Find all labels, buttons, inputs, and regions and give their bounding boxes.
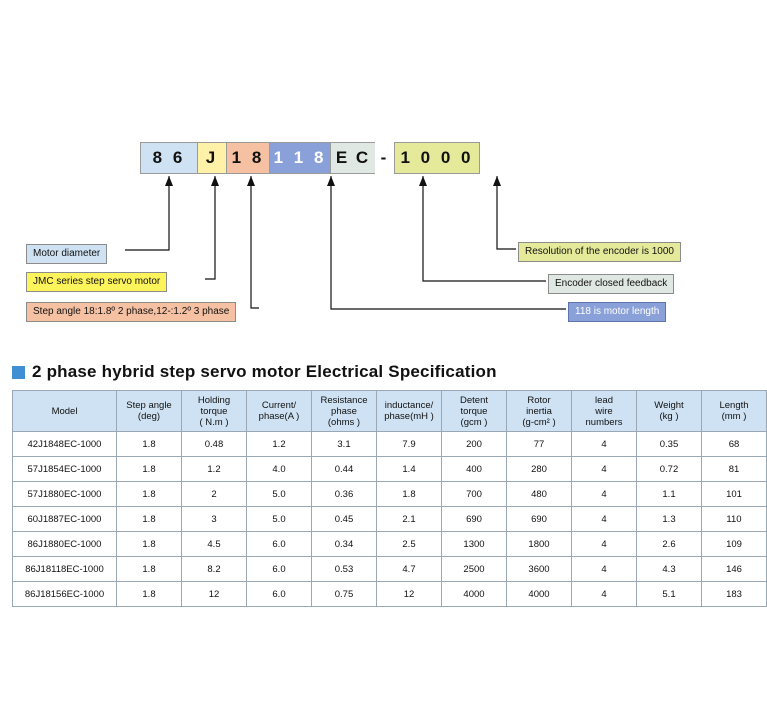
code-resolution: 1 0 0 0	[394, 142, 480, 174]
cell-value: 110	[702, 507, 767, 532]
cell-value: 0.34	[312, 532, 377, 557]
cell-value: 12	[377, 582, 442, 607]
cell-value: 1.8	[117, 482, 182, 507]
table-row	[13, 557, 767, 582]
cell-model: 86J18156EC-1000	[13, 582, 117, 607]
table-row	[13, 582, 767, 607]
column-header: Detent torque (gcm )	[442, 391, 507, 432]
cell-value: 0.75	[312, 582, 377, 607]
table-header-row	[13, 391, 767, 432]
cell-value: 183	[702, 582, 767, 607]
cell-value: 1.8	[117, 532, 182, 557]
column-header: Model	[13, 391, 117, 432]
label-resolution: Resolution of the encoder is 1000	[518, 242, 681, 262]
cell-value: 4.3	[637, 557, 702, 582]
cell-value: 6.0	[247, 582, 312, 607]
cell-value: 2.1	[377, 507, 442, 532]
table-row	[13, 507, 767, 532]
cell-value: 5.0	[247, 507, 312, 532]
cell-value: 1.8	[117, 507, 182, 532]
cell-value: 1.8	[117, 457, 182, 482]
column-header: lead wire numbers	[572, 391, 637, 432]
cell-model: 60J1887EC-1000	[13, 507, 117, 532]
cell-value: 690	[507, 507, 572, 532]
label-step-angle: Step angle 18:1.8º 2 phase,12-:1.2º 3 phase	[26, 302, 236, 322]
cell-value: 3	[182, 507, 247, 532]
cell-value: 4	[572, 482, 637, 507]
column-header: Step angle (deg)	[117, 391, 182, 432]
column-header: Length (mm )	[702, 391, 767, 432]
section-title: 2 phase hybrid step servo motor Electrical Specification	[32, 362, 497, 381]
part-number-diagram	[0, 0, 721, 355]
cell-value: 700	[442, 482, 507, 507]
cell-value: 4.5	[182, 532, 247, 557]
column-header: Weight (kg )	[637, 391, 702, 432]
part-number-code	[140, 142, 479, 174]
cell-value: 4	[572, 457, 637, 482]
code-encoder-feedback: E C	[330, 142, 376, 174]
label-encoder: Encoder closed feedback	[548, 274, 674, 294]
table-row	[13, 457, 767, 482]
code-motor-diameter: 8 6	[140, 142, 198, 174]
cell-value: 1.8	[117, 582, 182, 607]
cell-value: 400	[442, 457, 507, 482]
cell-value: 480	[507, 482, 572, 507]
column-header: Holding torque ( N.m )	[182, 391, 247, 432]
cell-value: 2	[182, 482, 247, 507]
cell-value: 81	[702, 457, 767, 482]
cell-value: 2.6	[637, 532, 702, 557]
code-series: J	[197, 142, 227, 174]
cell-value: 1.1	[637, 482, 702, 507]
cell-value: 0.36	[312, 482, 377, 507]
table-row	[13, 532, 767, 557]
cell-value: 1800	[507, 532, 572, 557]
cell-value: 2.5	[377, 532, 442, 557]
cell-value: 4	[572, 432, 637, 457]
cell-value: 1.8	[117, 432, 182, 457]
cell-value: 3600	[507, 557, 572, 582]
code-dash: -	[375, 142, 395, 174]
code-motor-length: 1 1 8	[269, 142, 331, 174]
table-row	[13, 482, 767, 507]
cell-value: 8.2	[182, 557, 247, 582]
cell-value: 1.4	[377, 457, 442, 482]
cell-value: 0.45	[312, 507, 377, 532]
cell-value: 6.0	[247, 532, 312, 557]
cell-value: 200	[442, 432, 507, 457]
section-heading	[12, 362, 497, 382]
cell-model: 86J18118EC-1000	[13, 557, 117, 582]
cell-value: 4000	[507, 582, 572, 607]
cell-value: 101	[702, 482, 767, 507]
electrical-specification-table	[12, 390, 767, 607]
cell-value: 2500	[442, 557, 507, 582]
cell-value: 1.3	[637, 507, 702, 532]
cell-value: 1.2	[182, 457, 247, 482]
cell-value: 690	[442, 507, 507, 532]
label-series: JMC series step servo motor	[26, 272, 167, 292]
cell-value: 0.35	[637, 432, 702, 457]
cell-value: 4	[572, 582, 637, 607]
square-bullet-icon	[12, 366, 25, 379]
cell-value: 4	[572, 532, 637, 557]
cell-model: 57J1880EC-1000	[13, 482, 117, 507]
cell-value: 4	[572, 557, 637, 582]
cell-value: 4.0	[247, 457, 312, 482]
cell-value: 4.7	[377, 557, 442, 582]
cell-model: 57J1854EC-1000	[13, 457, 117, 482]
column-header: Resistance phase (ohms )	[312, 391, 377, 432]
label-motor-diameter: Motor diameter	[26, 244, 107, 264]
cell-model: 42J1848EC-1000	[13, 432, 117, 457]
cell-value: 68	[702, 432, 767, 457]
cell-value: 280	[507, 457, 572, 482]
cell-value: 6.0	[247, 557, 312, 582]
cell-value: 0.48	[182, 432, 247, 457]
cell-value: 1.2	[247, 432, 312, 457]
cell-value: 146	[702, 557, 767, 582]
column-header: Rotor inertia (g-cm² )	[507, 391, 572, 432]
column-header: inductance/ phase(mH )	[377, 391, 442, 432]
cell-value: 0.44	[312, 457, 377, 482]
cell-value: 1300	[442, 532, 507, 557]
table-row	[13, 432, 767, 457]
cell-value: 12	[182, 582, 247, 607]
table-body	[13, 432, 767, 607]
cell-model: 86J1880EC-1000	[13, 532, 117, 557]
code-step-angle: 1 8	[226, 142, 270, 174]
cell-value: 4	[572, 507, 637, 532]
cell-value: 4000	[442, 582, 507, 607]
cell-value: 1.8	[117, 557, 182, 582]
cell-value: 5.0	[247, 482, 312, 507]
column-header: Current/ phase(A )	[247, 391, 312, 432]
cell-value: 109	[702, 532, 767, 557]
cell-value: 7.9	[377, 432, 442, 457]
cell-value: 0.72	[637, 457, 702, 482]
cell-value: 5.1	[637, 582, 702, 607]
cell-value: 77	[507, 432, 572, 457]
cell-value: 1.8	[377, 482, 442, 507]
cell-value: 0.53	[312, 557, 377, 582]
cell-value: 3.1	[312, 432, 377, 457]
label-motor-length: 118 is motor length	[568, 302, 666, 322]
